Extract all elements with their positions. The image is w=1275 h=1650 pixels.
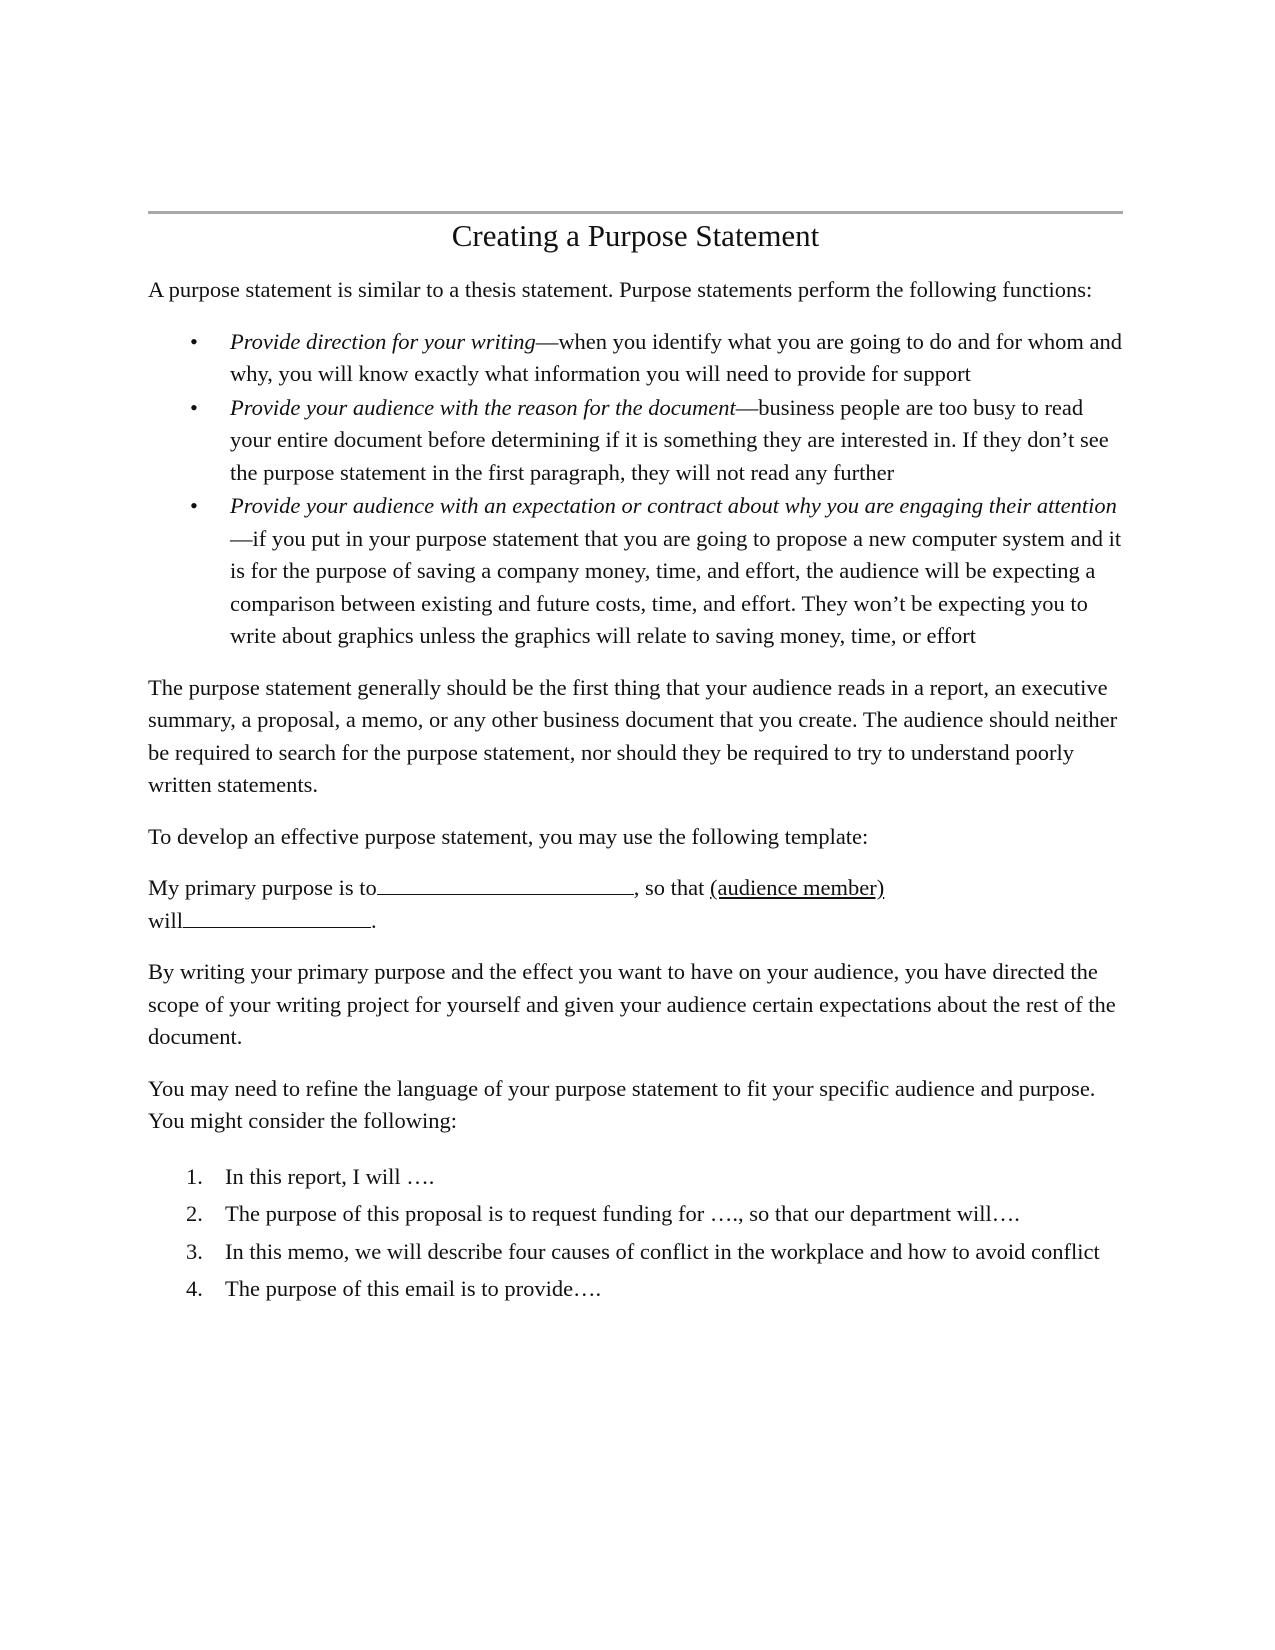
- bullet-text: —business people are too busy to read your entire document before determining if it is something they are interested in. If they don’t see the purpose statement in the first paragraph, they will not read any further: [230, 394, 1109, 485]
- intro-paragraph: A purpose statement is similar to a thesis statement. Purpose statements perform the following functions:: [148, 277, 1093, 302]
- list-number: 1.: [186, 1163, 203, 1189]
- list-item: [148, 1236, 1123, 1269]
- audience-member-placeholder: (audience member): [709, 875, 885, 900]
- template-part2: , so that: [633, 875, 710, 900]
- refine-paragraph: You may need to refine the language of your purpose statement to fit your specific audience and purpose. You might consider the following:: [148, 1075, 1096, 1133]
- bullet-text: —if you put in your purpose statement that you are going to propose a new computer system and it is for the purpose of saving a company money, time, and effort, the audience will be expecting a comparison between existing and future costs, time, and effort. They won’t be expecting you to write about graphics unless the graphics will relate to saving money, time, or effort: [230, 525, 1122, 648]
- examples-list: [148, 1161, 1123, 1306]
- list-number: 2.: [186, 1201, 203, 1226]
- list-number: 3.: [186, 1238, 203, 1264]
- example-text: In this report, I will ….: [225, 1163, 435, 1189]
- bullet-icon: •: [190, 394, 198, 420]
- list-item: [148, 490, 1123, 653]
- template-part3: will: [148, 907, 184, 933]
- first-thing-paragraph: The purpose statement generally should be the first thing that your audience reads in a report, an executive summary, a proposal, a memo, or any other business document that you create. The audience should neither be required to search for the purpose statement, nor should they be required to try to understand poorly written statements.: [148, 674, 1118, 797]
- example-text: The purpose of this email is to provide….: [225, 1276, 602, 1301]
- bullet-lead: Provide your audience with the reason for the document: [230, 394, 736, 420]
- bullet-text: —when you identify what you are going to do and for whom and why, you will know exactly what information you will need to provide for support: [230, 328, 1122, 386]
- template-intro-paragraph: To develop an effective purpose statement, you may use the following template:: [148, 823, 869, 849]
- template-part1: My primary purpose is to: [148, 875, 377, 900]
- bullet-icon: •: [190, 328, 198, 354]
- scope-paragraph: By writing your primary purpose and the effect you want to have on your audience, you have directed the scope of your writing project for yourself and given your audience certain expectations about the rest of the document.: [148, 959, 1116, 1049]
- purpose-blank: [377, 873, 634, 895]
- bullet-lead: Provide direction for your writing: [230, 328, 536, 354]
- page-title: Creating a Purpose Statement: [451, 218, 820, 253]
- list-item: [148, 1161, 1123, 1194]
- bullet-icon: •: [190, 493, 198, 518]
- list-number: 4.: [186, 1276, 203, 1301]
- functions-list: [148, 326, 1123, 653]
- bullet-lead: Provide your audience with an expectation or contract about why you are engaging their attention: [230, 493, 1117, 518]
- effect-blank: [183, 906, 371, 928]
- list-item: [148, 326, 1123, 391]
- purpose-template: [148, 872, 1123, 937]
- example-text: The purpose of this proposal is to request funding for …., so that our department will….: [225, 1201, 1020, 1226]
- title-rule: [148, 211, 1123, 214]
- list-item: [148, 1198, 1123, 1231]
- example-text: In this memo, we will describe four causes of conflict in the workplace and how to avoid conflict: [225, 1238, 1100, 1264]
- list-item: [148, 1273, 1123, 1306]
- list-item: [148, 392, 1123, 490]
- template-end: .: [371, 907, 377, 933]
- document-page: [148, 211, 1123, 1311]
